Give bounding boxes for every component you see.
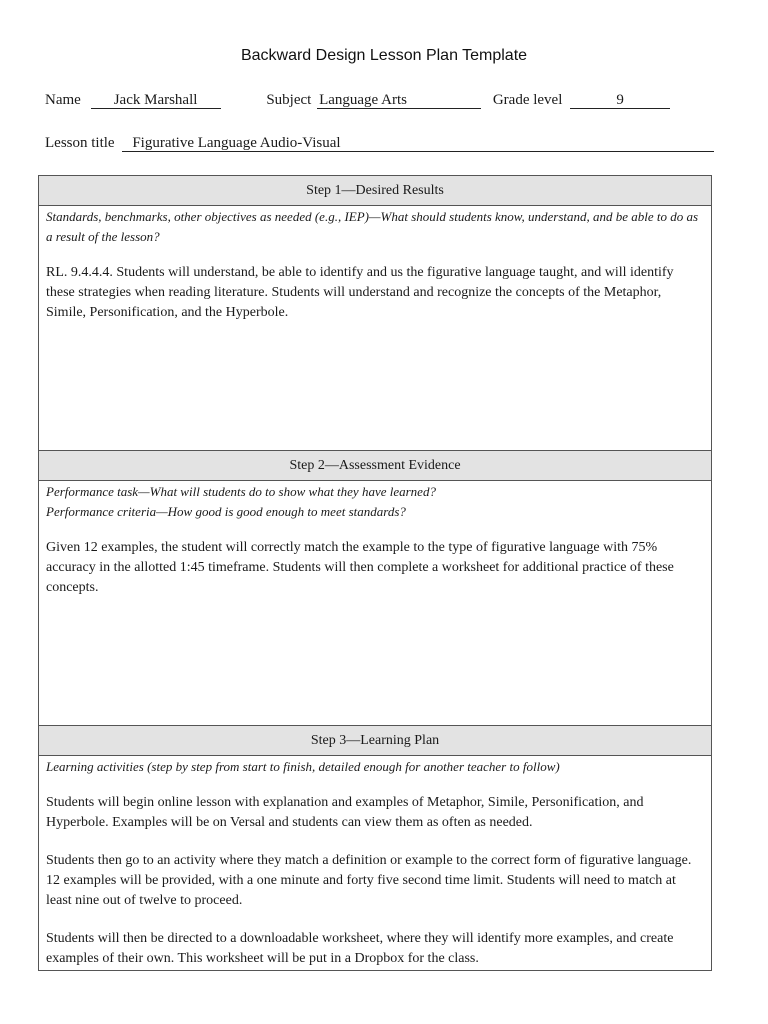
lesson-title-row [45, 135, 714, 152]
step-2-prompt-criteria: Performance criteria—How good is good enough to meet standards? [46, 504, 406, 519]
step-1-prompt: Standards, benchmarks, other objectives as needed (e.g., IEP)—What should students know, understand, and be able to do as a result of the lesson? [46, 209, 699, 244]
step-3-prompt: Learning activities (step by step from start to finish, detailed enough for another teacher to follow) [46, 759, 560, 774]
header-row [45, 92, 670, 109]
grade-value: 9 [570, 93, 670, 109]
step-2-prompt-task: Performance task—What will students do to show what they have learned? [46, 484, 436, 499]
document-title: Backward Design Lesson Plan Template [240, 47, 528, 64]
step-3-body [39, 756, 712, 971]
step-1-text: RL. 9.4.4.4. Students will understand, be able to identify and us the figurative language taught, and will identify these strategies when reading literature. Students will understand and recognize the concepts of the Metaphor, Simile, Personification, and the Hyperbole. [46, 265, 674, 320]
grade-label: Grade level [492, 92, 563, 108]
step-1-heading: Step 1—Desired Results [39, 176, 712, 206]
lesson-plan-table [38, 175, 712, 971]
step-2-heading: Step 2—Assessment Evidence [39, 451, 712, 481]
lesson-title-label: Lesson title [45, 135, 115, 151]
lesson-title-value: Figurative Language Audio-Visual [122, 136, 714, 152]
subject-label: Subject [266, 92, 312, 108]
name-value: Jack Marshall [91, 93, 221, 109]
step-3-paragraph: Students then go to an activity where they match a definition or example to the correct form of figurative language. 12 examples will be provided, with a one minute and forty five second time limit. Students will need to match at least nine out of twelve to proceed. [46, 853, 692, 908]
step-1-body [39, 206, 712, 451]
step-2-text: Given 12 examples, the student will correctly match the example to the type of figurative language with 75% accuracy in the allotted 1:45 timeframe. Students will then complete a worksheet for additional practice of these concepts. [46, 540, 674, 595]
name-label: Name [45, 92, 81, 108]
step-3-paragraph: Students will then be directed to a downloadable worksheet, where they will identify more examples, and create examples of their own. This worksheet will be put in a Dropbox for the class. [46, 931, 674, 966]
subject-value: Language Arts [317, 93, 481, 109]
step-3-heading: Step 3—Learning Plan [39, 726, 712, 756]
step-3-paragraph: Students will begin online lesson with explanation and examples of Metaphor, Simile, Personification, and Hyperbole. Examples will be on Versal and students can view them as often as needed. [46, 795, 644, 830]
step-2-body [39, 481, 712, 726]
